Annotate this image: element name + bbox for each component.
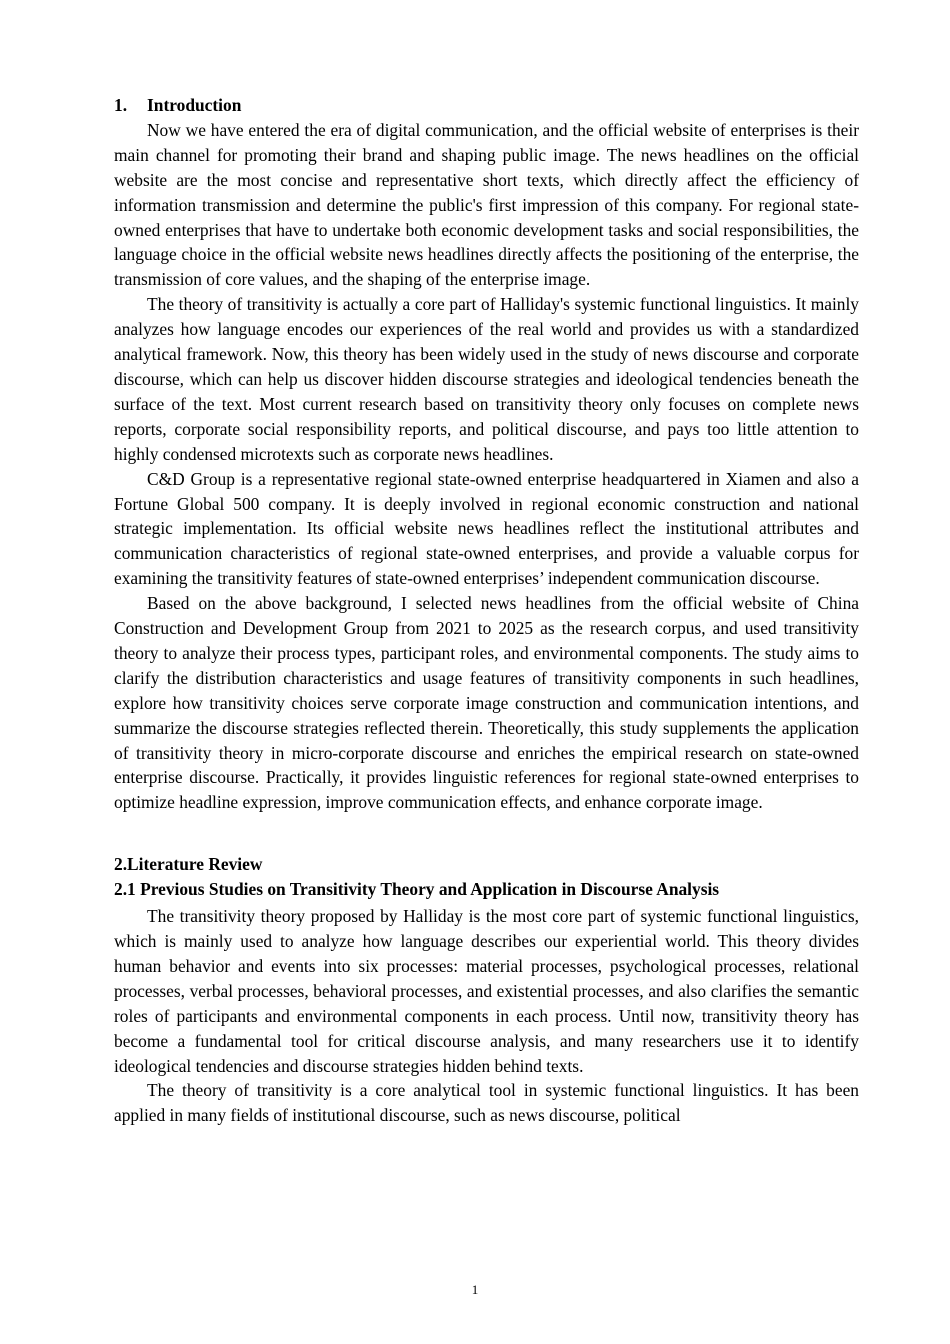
intro-paragraph-1: Now we have entered the era of digital communication, and the official website of enterprises is their main channel for promoting their brand and shaping public image. The news headlines on the official website are the most concise and representative short texts, which directly affect the efficiency of information transmission and determine the public's first impression of this company. For regional state-owned enterprises that have to undertake both economic development tasks and social responsibilities, the language choice in the official website news headlines directly affects the positioning of the enterprise, the transmission of core values, and the shaping of the enterprise image.: [114, 119, 859, 290]
section-spacer: [114, 815, 859, 852]
literature-paragraph-2: The theory of transitivity is a core analytical tool in systemic functional linguistics. It has been applied in many fields of institutional discourse, such as news discourse, political: [114, 1080, 859, 1126]
section-1-heading: [114, 93, 859, 118]
page-number: 1: [471, 1282, 479, 1297]
literature-paragraph-1: The transitivity theory proposed by Halliday is the most core part of systemic functional linguistics, which is mainly used to analyze how language describes our experiential world. This theory divides human behavior and events into six processes: material processes, psychological processes, relational processes, verbal processes, behavioral processes, and existential processes, and also clarifies the semantic roles of participants and environmental components in each process. Until now, transitivity theory has become a fundamental tool for critical discourse analysis, and many researchers use it to identify ideological tendencies and discourse strategies hidden behind texts.: [114, 906, 859, 1076]
section-1-number: 1.: [114, 95, 128, 115]
intro-paragraph-3: C&D Group is a representative regional state-owned enterprise headquartered in Xiamen and also a Fortune Global 500 company. It is deeply involved in regional economic construction and national strategic implementation. Its official website news headlines reflect the institutional attributes and communication characteristics of regional state-owned enterprises, and provide a valuable corpus for examining the transitivity features of state-owned enterprises’ independent communication discourse.: [114, 468, 859, 589]
intro-paragraph-2: The theory of transitivity is actually a core part of Halliday's systemic functional linguistics. It mainly analyzes how language encodes our experiences of the real world and provides us with a standardized analytical framework. Now, this theory has been widely used in the study of news discourse and corporate discourse, which can help us discover hidden discourse strategies and ideological tendencies beneath the surface of the text. Most current research based on transitivity theory only focuses on complete news reports, corporate social responsibility reports, and political discourse, and pays too little attention to highly condensed microtexts such as corporate news headlines.: [114, 294, 859, 464]
section-1-title: Introduction: [147, 95, 242, 115]
section-2-heading: 2.Literature Review: [114, 854, 263, 875]
document-page: [114, 93, 859, 1128]
intro-paragraph-4: Based on the above background, I selected news headlines from the official website of China Construction and Development Group from 2021 to 2025 as the research corpus, and used transitivity theory to analyze their process types, participant roles, and environmental components. The study aims to clarify the distribution characteristics and usage features of transitivity components in such headlines, explore how transitivity choices serve corporate image construction and communication intentions, and summarize the discourse strategies reflected therein. Theoretically, this study supplements the application of transitivity theory in micro-corporate discourse and enriches the empirical research on state-owned enterprise discourse. Practically, it provides linguistic references for regional state-owned enterprises to optimize headline expression, improve communication effects, and enhance corporate image.: [114, 593, 859, 813]
subsection-2-1-heading: 2.1 Previous Studies on Transitivity Theory and Application in Discourse Analysis: [114, 879, 720, 900]
